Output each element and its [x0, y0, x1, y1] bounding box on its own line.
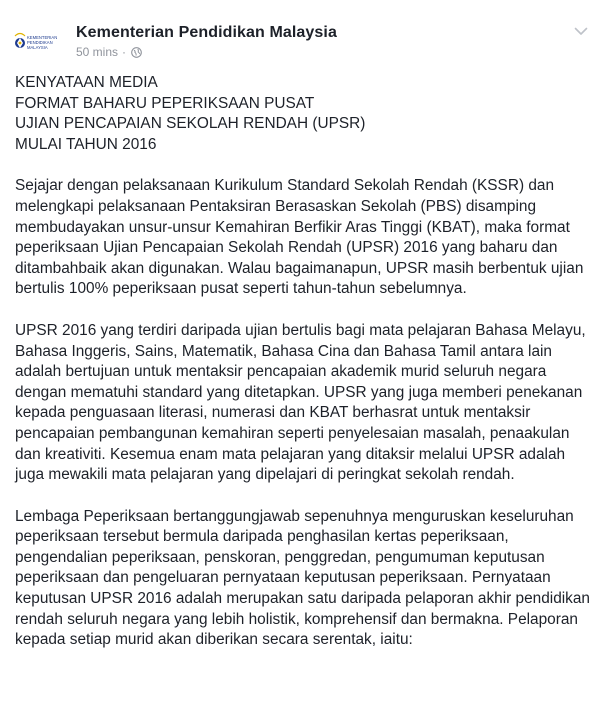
logo-text-line-3: MALAYSIA	[27, 45, 48, 50]
page-avatar[interactable]	[14, 26, 62, 60]
press-release-headline	[15, 73, 593, 155]
chevron-down-icon[interactable]	[573, 24, 589, 38]
body-paragraph-3: Lembaga Peperiksaan bertanggungjawab sepenuhnya menguruskan keseluruhan peperiksaan tersebut bermula daripada penghasilan kertas peperiksaan, pengendalian peperiksaan, penskoran, penggredan, pengumuman keputusan peperiksaan dan pengeluaran pernyataan keputusan peperiksaan. Pernyataan keputusan UPSR 2016 adalah merupakan satu daripada pelaporan akhir pendidikan rendah seluruh negara yang lebih holistik, komprehensif dan bermakna. Pelaporan kepada setiap murid akan diberikan secara serentak, iaitu:	[15, 507, 590, 649]
logo-text-line-2: PENDIDIKAN	[27, 40, 53, 45]
body-paragraph-2: UPSR 2016 yang terdiri daripada ujian bertulis bagi mata pelajaran Bahasa Melayu, Bahasa Inggeris, Sains, Matematik, Bahasa Cina dan Bahasa Tamil antara lain adalah bertujuan untuk mentaksir pencapaian akademik murid seluruh negara dengan mematuhi standard yang ditetapkan. UPSR yang juga memberi penekanan kepada penguasaan literasi, numerasi dan KBAT berhasrat untuk mentaksir pencapaian pembangunan kemahiran seperti penyelesaian masalah, penaakulan dan kreativiti. Kesemua enam mata pelajaran yang ditaksir melalui UPSR adalah juga mewakili mata pelajaran yang dipelajari di peringkat sekolah rendah.	[15, 321, 586, 484]
kpm-logo-icon	[14, 26, 62, 60]
headline-line: KENYATAAN MEDIA	[15, 74, 158, 91]
headline-line: MULAI TAHUN 2016	[15, 135, 157, 153]
logo-text-line-1: KEMENTERIAN	[27, 35, 58, 40]
meta-separator: ·	[122, 45, 127, 59]
headline-line: UJIAN PENCAPAIAN SEKOLAH RENDAH (UPSR)	[15, 115, 366, 133]
headline-line: FORMAT BAHARU PEPERIKSAAN PUSAT	[15, 94, 315, 112]
globe-icon[interactable]	[131, 47, 142, 58]
post-meta	[76, 45, 142, 59]
post-timestamp[interactable]: 50 mins	[76, 45, 119, 59]
body-paragraph-1: Sejajar dengan pelaksanaan Kurikulum Standard Sekolah Rendah (KSSR) dan melengkapi pelaksanaan Pentaksiran Berasaskan Sekolah (PBS) disamping membudayakan unsur-unsur Kemahiran Berfikir Aras Tinggi (KBAT), maka format peperiksaan Ujian Pencapaian Sekolah Rendah (UPSR) 2016 yang baharu dan ditambahbaik akan digunakan. Walau bagaimanapun, UPSR masih berbentuk ujian bertulis 100% peperiksaan pusat seperti tahun-tahun sebelumnya.	[15, 177, 584, 298]
page-name-link[interactable]: Kementerian Pendidikan Malaysia	[76, 24, 337, 41]
post-body	[15, 73, 593, 672]
post-header	[14, 20, 589, 64]
